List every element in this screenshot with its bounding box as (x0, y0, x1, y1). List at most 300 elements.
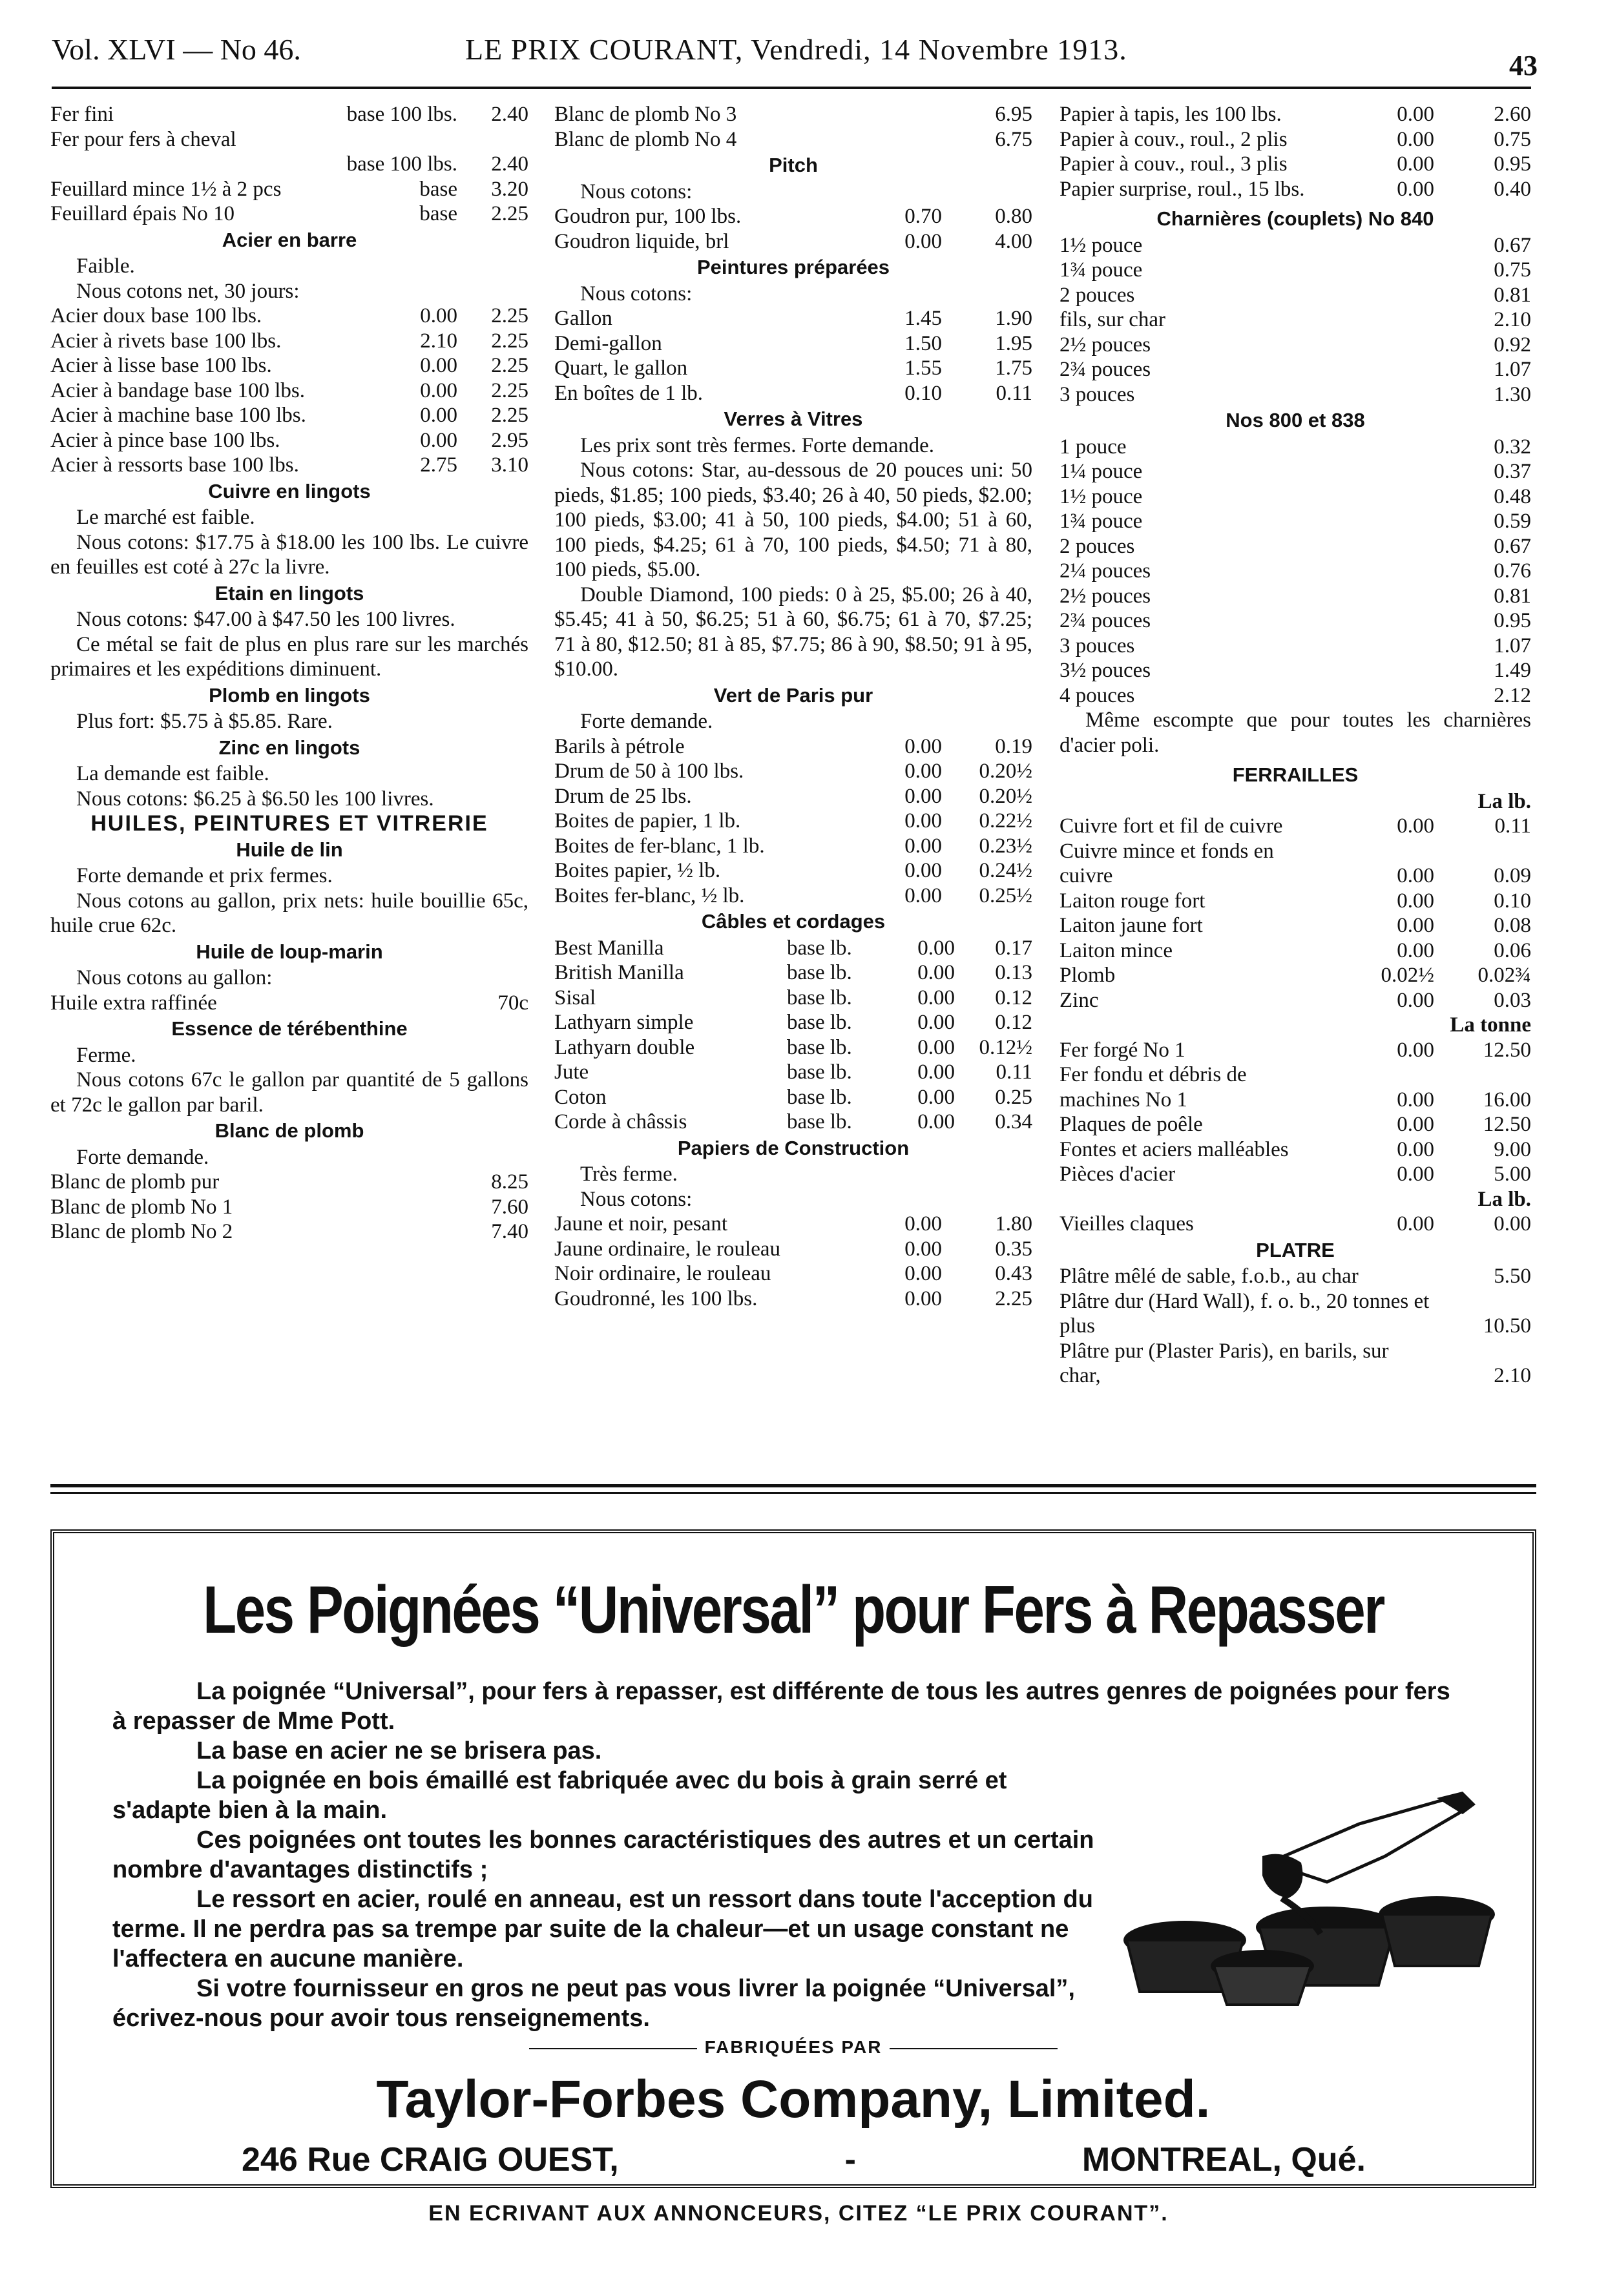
item-label: Plomb (1059, 964, 1116, 987)
item-label: 1¼ pouce (1059, 460, 1143, 483)
item-price: 0.02¾ (1477, 964, 1531, 987)
price-row (50, 428, 528, 453)
paragraph: Nous cotons: Star, au-dessous de 20 pouces uni: 50 pieds, $1.85; 100 pieds, $3.40; 26 à 40, 50 pieds, $2.00; 100 pieds, $3.00; 41 à 50, 100 pieds, $4.00; 51 à 60, 100 pieds, $4.25; 61 à 70, 100 pieds, $4.50; 71 à 80, 100 pieds, $5.00. (554, 459, 1032, 581)
item-label: 2¾ pouces (1059, 609, 1151, 632)
item-price: 0.00 (917, 986, 955, 1009)
item-price (1434, 839, 1531, 864)
item-price: 1.45 (904, 307, 942, 330)
item-label: Lathyarn double (554, 1035, 695, 1059)
section-heading: Charnières (couplets) No 840 (1156, 207, 1434, 230)
section-heading: Verres à Vitres (724, 408, 863, 430)
price-row (1059, 1088, 1531, 1113)
item-price: 0.00 (904, 834, 942, 858)
section-heading: Câbles et cordages (701, 910, 886, 933)
item-price: 0.12½ (979, 1035, 1032, 1059)
item-label: Jaune ordinaire, le rouleau (554, 1237, 781, 1261)
item-price: 2.10 (1494, 1364, 1531, 1387)
header-rule (52, 87, 1531, 89)
ad-paragraph: La poignée en bois émaillé est fabriquée avec du bois à grain serré et s'adapte bien à la main. (112, 1767, 1007, 1824)
ad-title: Les Poignées “Universal” pour Fers à Repasser (203, 1573, 1384, 1648)
price-row (50, 202, 528, 227)
item-label: Laiton mince (1059, 938, 1173, 962)
item-price: 0.00 (904, 784, 942, 808)
price-row (50, 1170, 528, 1195)
item-price: 0.03 (1494, 988, 1531, 1012)
item-label: Coton (554, 1085, 607, 1109)
price-row (1059, 177, 1531, 202)
unit-label: La lb. (1477, 789, 1531, 813)
item-price: 0.00 (1397, 1088, 1434, 1112)
paragraph: Le marché est faible. (76, 506, 255, 529)
item-label: Acier à lisse base 100 lbs. (50, 354, 272, 377)
charnieres-table (1059, 233, 1531, 408)
item-unit: base lb. (787, 1085, 852, 1109)
item-price: 0.24½ (979, 859, 1032, 882)
item-price: 0.00 (1397, 864, 1434, 887)
price-row (554, 127, 1032, 152)
item-price: 0.11 (996, 381, 1032, 405)
item-price: 0.08 (1494, 914, 1531, 937)
item-label: Papier surprise, roul., 15 lbs. (1059, 177, 1305, 201)
item-label: machines No 1 (1059, 1088, 1187, 1112)
item-price: 0.00 (917, 1110, 955, 1133)
item-price: 0.81 (1494, 283, 1531, 307)
price-row (1059, 509, 1531, 534)
item-price: 2.95 (491, 428, 528, 452)
item-price: 2.10 (420, 329, 457, 353)
item-price: 0.48 (1494, 484, 1531, 508)
item-price: 0.00 (420, 304, 457, 327)
item-label: Acier à pince base 100 lbs. (50, 428, 280, 452)
price-row (554, 1060, 1032, 1085)
item-label: Cuivre mince et fonds en (1059, 839, 1274, 863)
item-price: 0.59 (1494, 510, 1531, 533)
item-label: Boites de fer-blanc, 1 lb. (554, 834, 765, 858)
item-label: 2 pouces (1059, 534, 1135, 558)
item-price: 0.22½ (979, 809, 1032, 833)
item-price: 1.95 (995, 331, 1032, 355)
item-price: 1.55 (904, 357, 942, 380)
item-label: 2 pouces (1059, 283, 1135, 307)
price-row (1059, 382, 1531, 408)
price-row (1059, 1212, 1531, 1237)
price-row (554, 1035, 1032, 1060)
item-label: Plâtre mêlé de sable, f.o.b., au char (1059, 1265, 1359, 1288)
item-price: 0.00 (904, 1237, 942, 1261)
price-row (1059, 102, 1531, 127)
item-label: Blanc de plomb No 1 (50, 1195, 233, 1219)
item-price: 0.00 (1397, 814, 1434, 838)
section-heading: Blanc de plomb (214, 1119, 364, 1142)
item-price: 0.09 (1494, 864, 1531, 887)
price-row (50, 378, 528, 404)
item-label: Acier doux base 100 lbs. (50, 304, 262, 327)
item-price: 0.92 (1494, 333, 1531, 357)
item-price (1344, 1062, 1434, 1088)
item-label: Boites papier, ½ lb. (554, 859, 721, 882)
price-row (50, 177, 528, 202)
item-price: 0.35 (995, 1237, 1032, 1261)
item-price: 0.00 (917, 1011, 955, 1034)
fer-table (50, 102, 528, 227)
item-unit: base 100 lbs. (346, 152, 457, 176)
item-label: Feuillard épais No 10 (50, 202, 235, 225)
ferrailles-table-3 (1059, 1212, 1531, 1237)
paragraph: Nous cotons: (580, 180, 693, 203)
vert-table (554, 734, 1032, 909)
item-price: 0.40 (1494, 177, 1531, 201)
item-price: 2.40 (491, 103, 528, 126)
item-price: 70c (497, 991, 528, 1015)
item-label: 2½ pouces (1059, 333, 1151, 357)
item-price: 0.00 (1397, 1212, 1434, 1236)
paragraph: Forte demande. (580, 710, 713, 733)
paragraph: La demande est faible. (76, 762, 269, 785)
item-label: Blanc de plomb No 3 (554, 103, 737, 126)
price-row (1059, 459, 1531, 484)
item-label: Barils à pétrole (554, 734, 685, 758)
ad-paragraph: Si votre fournisseur en gros ne peut pas vous livrer la poignée “Universal”, écrivez-nous pour avoir tous renseignements. (112, 1975, 1075, 2032)
price-row (1059, 913, 1531, 938)
item-price: 0.00 (1397, 938, 1434, 962)
section-heading: PLATRE (1256, 1238, 1335, 1261)
item-price: 12.50 (1483, 1113, 1531, 1136)
item-price: 0.06 (1494, 938, 1531, 962)
paragraph: Nous cotons au gallon, prix nets: huile bouillie 65c, huile crue 62c. (50, 889, 528, 937)
item-price: 0.00 (420, 354, 457, 377)
item-unit: base 100 lbs. (346, 103, 457, 126)
item-label: Fontes et aciers malléables (1059, 1137, 1289, 1161)
item-label: 1¾ pouce (1059, 258, 1143, 282)
paragraph: Double Diamond, 100 pieds: 0 à 25, $5.00; 26 à 40, $5.45; 41 à 50, $6.25; 51 à 60, $6.75; 61 à 70, $7.25; 71 à 80, $12.50; 81 à 85, $7.75; 86 à 90, $8.50; 91 à 95, $10.00. (554, 583, 1032, 681)
address-city: MONTREAL, Qué. (1081, 2141, 1366, 2178)
unit-label: La lb. (1477, 1187, 1531, 1211)
item-price: 1.07 (1494, 358, 1531, 381)
item-price: 0.00 (1397, 152, 1434, 176)
item-label: Goudronné, les 100 lbs. (554, 1287, 758, 1310)
item-label: Boites de papier, 1 lb. (554, 809, 741, 833)
paragraph: Faible. (76, 254, 135, 278)
item-price: 0.95 (1494, 609, 1531, 632)
nos-table (1059, 435, 1531, 708)
price-row (554, 936, 1032, 961)
papiers-table (554, 1212, 1032, 1311)
item-label: Noir ordinaire, le rouleau (554, 1262, 771, 1285)
paragraph: Nous cotons 67c le gallon par quantité de 5 gallons et 72c le gallon par baril. (50, 1068, 528, 1117)
item-label: Fer forgé No 1 (1059, 1038, 1185, 1062)
price-row (50, 152, 528, 177)
volume-label: Vol. XLVI — No 46. (52, 33, 301, 66)
item-price: 0.00 (904, 1212, 942, 1236)
price-row (1059, 608, 1531, 634)
item-price: 8.25 (491, 1170, 528, 1194)
price-row (1059, 1062, 1531, 1088)
item-price: 0.00 (1397, 1038, 1434, 1062)
price-row (554, 1085, 1032, 1110)
section-heading: Huile de loup-marin (196, 940, 383, 963)
paragraph: Nous cotons: (580, 282, 693, 305)
ad-paragraph: La base en acier ne se brisera pas. (196, 1737, 602, 1764)
item-label: 3½ pouces (1059, 659, 1151, 682)
item-price: 0.00 (1397, 1137, 1434, 1161)
item-label: Blanc de plomb No 4 (554, 127, 737, 151)
ferrailles-table-1 (1059, 814, 1531, 1013)
section-heading: Acier en barre (222, 228, 357, 251)
item-label: British Manilla (554, 961, 684, 984)
item-label: 3 pouces (1059, 382, 1135, 406)
price-row (1059, 1162, 1531, 1187)
item-price: 2.25 (491, 329, 528, 353)
item-price: 5.00 (1494, 1163, 1531, 1186)
price-row (1059, 357, 1531, 382)
ad-paragraph: La poignée “Universal”, pour fers à repasser, est différente de tous les autres genres de poignées pour fers à repasser de Mme Pott. (112, 1678, 1450, 1735)
item-label: Best Manilla (554, 936, 664, 960)
paragraph: Ce métal se fait de plus en plus rare sur les marchés primaires et les expéditions diminuent. (50, 632, 528, 681)
price-row (1059, 1112, 1531, 1137)
item-price: 0.00 (1397, 1113, 1434, 1136)
item-price: 1.90 (995, 307, 1032, 330)
item-price: 2.25 (491, 202, 528, 225)
item-label: Acier à bandage base 100 lbs. (50, 378, 306, 402)
item-price: 0.10 (904, 381, 942, 405)
item-price: 3.10 (491, 453, 528, 477)
ad-paragraph: Le ressort en acier, roulé en anneau, est un ressort dans toute l'acception du terme. Il ne perdra pas sa trempe par suite de la chaleur—et un usage constant ne l'affectera en aucune manière. (112, 1886, 1093, 1972)
item-price: 0.37 (1494, 460, 1531, 483)
price-row (50, 329, 528, 354)
item-label: Jute (554, 1060, 589, 1084)
item-price: 0.80 (995, 205, 1032, 228)
item-price: 1.07 (1494, 634, 1531, 657)
paragraph: Nous cotons net, 30 jours: (76, 279, 300, 303)
section-heading: Cuivre en lingots (208, 479, 371, 502)
unit-label: La tonne (1450, 1013, 1531, 1037)
cables-table (554, 936, 1032, 1135)
price-row (1059, 1289, 1531, 1339)
item-price: 0.00 (1397, 889, 1434, 913)
price-row (1059, 307, 1531, 333)
item-price: 0.00 (917, 1085, 955, 1109)
price-row (554, 331, 1032, 357)
section-heading: Essence de térébenthine (171, 1017, 408, 1040)
item-label: 1½ pouce (1059, 484, 1143, 508)
price-row (554, 834, 1032, 859)
column-3 (1059, 102, 1531, 1389)
item-price: 0.75 (1494, 127, 1531, 151)
item-price: 2.25 (491, 404, 528, 427)
item-label: Sisal (554, 986, 596, 1009)
column-1 (50, 102, 528, 1245)
item-price: 0.67 (1494, 233, 1531, 257)
item-price: 9.00 (1494, 1137, 1531, 1161)
price-row (554, 229, 1032, 254)
item-label: Laiton jaune fort (1059, 914, 1203, 937)
item-price: 0.00 (1397, 1163, 1434, 1186)
item-price: 0.13 (995, 961, 1032, 984)
item-price: 6.75 (995, 127, 1032, 151)
item-label: 3 pouces (1059, 634, 1135, 657)
price-row (1059, 435, 1531, 460)
price-row (554, 1010, 1032, 1035)
item-price: 0.00 (917, 961, 955, 984)
item-price: 5.50 (1494, 1265, 1531, 1288)
iron-handle-illustration (1114, 1785, 1501, 2011)
price-row (1059, 814, 1531, 839)
item-price (457, 127, 528, 152)
item-label: 1 pouce (1059, 435, 1127, 459)
acier-table (50, 304, 528, 478)
item-price: 0.95 (1494, 152, 1531, 176)
separator-rule (50, 1484, 1536, 1487)
item-price: 0.00 (1397, 988, 1434, 1012)
item-unit: base (419, 202, 457, 225)
item-price: 7.60 (491, 1195, 528, 1219)
item-price: 0.10 (1494, 889, 1531, 913)
item-price: 0.00 (917, 1035, 955, 1059)
section-heading: Nos 800 et 838 (1226, 409, 1365, 431)
paragraph: Très ferme. (580, 1163, 678, 1186)
price-row (50, 102, 528, 127)
peintures-table (554, 306, 1032, 406)
price-row (1059, 658, 1531, 683)
item-label: Drum de 25 lbs. (554, 784, 692, 808)
item-label: Plaques de poêle (1059, 1113, 1203, 1136)
price-row (1059, 963, 1531, 988)
paragraph: Nous cotons: (580, 1187, 693, 1211)
item-price: 0.11 (996, 1060, 1032, 1084)
item-price: 0.00 (904, 884, 942, 907)
section-heading: Vert de Paris pur (713, 683, 873, 707)
item-label: cuivre (1059, 864, 1113, 887)
fabriquees-label: FABRIQUÉES PAR (704, 2037, 882, 2057)
price-row (50, 403, 528, 428)
item-label: Laiton rouge fort (1059, 889, 1206, 913)
price-row (1059, 1339, 1531, 1389)
item-label: Goudron pur, 100 lbs. (554, 205, 742, 228)
section-heading: Pitch (769, 154, 818, 176)
column-2 (554, 102, 1032, 1311)
price-row (50, 304, 528, 329)
price-row (1059, 127, 1531, 152)
item-price: 2.25 (995, 1287, 1032, 1310)
paragraph: Même escompte que pour toutes les charnières d'acier poli. (1059, 708, 1531, 757)
section-heading: Zinc en lingots (218, 736, 360, 759)
price-row (554, 986, 1032, 1011)
item-label: Boites fer-blanc, ½ lb. (554, 884, 745, 907)
item-price: 3.20 (491, 177, 528, 201)
item-price: 0.00 (904, 809, 942, 833)
item-label: 1½ pouce (1059, 233, 1143, 257)
paragraph: Les prix sont très fermes. Forte demande. (580, 433, 935, 457)
item-unit: base lb. (787, 936, 852, 960)
price-row (554, 809, 1032, 834)
item-price: 0.00 (904, 859, 942, 882)
pitch-table (554, 204, 1032, 254)
publication-title: LE PRIX COURANT, Vendredi, 14 Novembre 1913. (465, 33, 1127, 66)
item-price: 0.00 (1397, 127, 1434, 151)
item-price: 0.20½ (979, 784, 1032, 808)
section-heading: Papiers de Construction (677, 1136, 910, 1159)
item-label: Fer fondu et débris de (1059, 1063, 1247, 1086)
item-price: 2.25 (491, 378, 528, 402)
item-label: Papier à couv., roul., 3 plis (1059, 152, 1288, 176)
item-label: Lathyarn simple (554, 1011, 694, 1034)
item-label: Gallon (554, 307, 612, 330)
page-number: 43 (1509, 50, 1538, 81)
price-row (1059, 152, 1531, 177)
item-price: 0.00 (1397, 103, 1434, 126)
item-label: Blanc de plomb pur (50, 1170, 220, 1194)
item-label: Acier à ressorts base 100 lbs. (50, 453, 299, 477)
section-heading: Huile de lin (236, 838, 343, 861)
company-name: Taylor-Forbes Company, Limited. (376, 2070, 1211, 2129)
item-price: 0.00 (917, 1060, 955, 1084)
ferrailles-table-2 (1059, 1038, 1531, 1187)
platre-table (1059, 1264, 1531, 1389)
paragraph: Nous cotons au gallon: (76, 966, 273, 989)
price-row (1059, 839, 1531, 864)
item-price (1344, 839, 1434, 864)
item-label: Acier à rivets base 100 lbs. (50, 329, 282, 353)
price-row (1059, 283, 1531, 308)
paragraph: Ferme. (76, 1043, 136, 1067)
item-label: Papier à tapis, les 100 lbs. (1059, 103, 1282, 126)
item-price: 16.00 (1483, 1088, 1531, 1112)
item-price: 0.00 (904, 734, 942, 758)
item-label: Goudron liquide, brl (554, 229, 729, 253)
item-label: Plâtre dur (Hard Wall), f. o. b., 20 tonnes et plus (1059, 1289, 1430, 1338)
price-row (554, 1110, 1032, 1135)
section-heading-large: HUILES, PEINTURES ET VITRERIE (90, 811, 488, 836)
item-label (50, 152, 347, 177)
item-price: 0.23½ (979, 834, 1032, 858)
blanc-table-continued (554, 102, 1032, 152)
page-header (52, 26, 1538, 84)
paragraph: Nous cotons: $47.00 à $47.50 les 100 livres. (76, 608, 455, 631)
item-price: 0.00 (904, 1287, 942, 1310)
advertisement (50, 1529, 1536, 2188)
item-price: 10.50 (1483, 1314, 1531, 1338)
item-price: 2.12 (1494, 683, 1531, 707)
price-row (50, 127, 528, 152)
item-label: 2½ pouces (1059, 584, 1151, 608)
item-price: 0.25½ (979, 884, 1032, 907)
paragraph: Nous cotons: $17.75 à $18.00 les 100 lbs. Le cuivre en feuilles est coté à 27c la livre. (50, 530, 528, 579)
paragraph: Forte demande et prix fermes. (76, 864, 333, 887)
item-label: Drum de 50 à 100 lbs. (554, 760, 744, 783)
company-address (242, 2140, 1366, 2179)
price-row (1059, 634, 1531, 659)
item-price: 0.00 (420, 404, 457, 427)
item-label: Plâtre pur (Plaster Paris), en barils, sur char, (1059, 1339, 1389, 1387)
address-street: 246 Rue CRAIG OUEST, (242, 2141, 619, 2178)
item-price: 2.60 (1494, 103, 1531, 126)
item-price: 0.00 (420, 428, 457, 452)
item-label: Papier à couv., roul., 2 plis (1059, 127, 1288, 151)
item-price: 0.00 (1494, 1212, 1531, 1236)
section-heading: Peintures préparées (696, 256, 890, 278)
item-unit: base (419, 177, 457, 201)
item-price: 0.67 (1494, 534, 1531, 558)
blanc-table (50, 1170, 528, 1245)
item-price: 7.40 (491, 1220, 528, 1243)
item-label: Quart, le gallon (554, 357, 688, 380)
item-price: 0.20½ (979, 760, 1032, 783)
price-row (1059, 534, 1531, 559)
item-price: 0.75 (1494, 258, 1531, 282)
papier-table (1059, 102, 1531, 202)
item-price: 0.34 (995, 1110, 1032, 1133)
item-label: fils, sur char (1059, 308, 1166, 331)
